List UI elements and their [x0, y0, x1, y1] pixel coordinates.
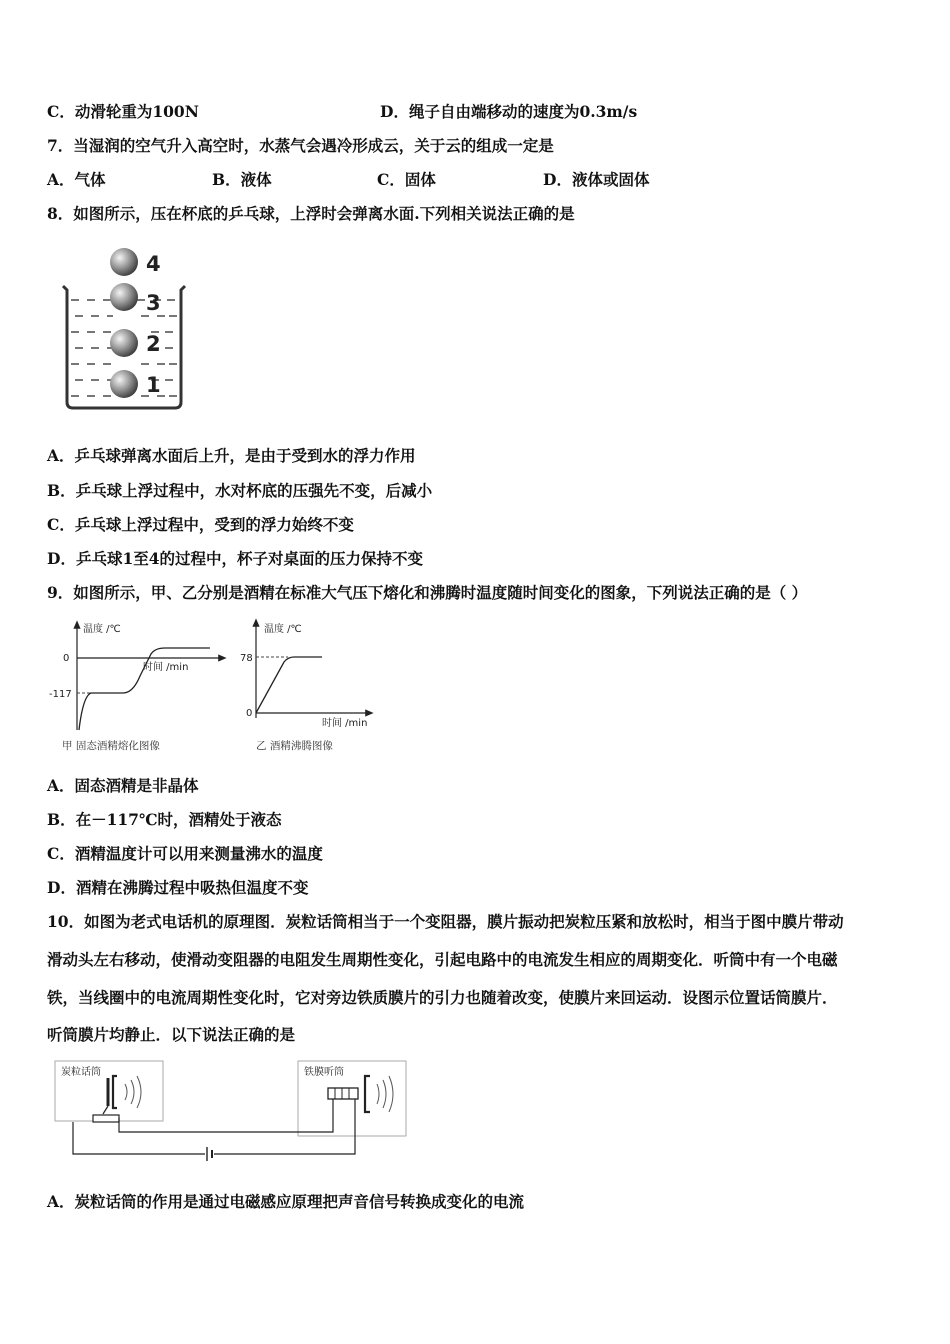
- melting-caption: 甲 固态酒精熔化图像: [62, 740, 160, 752]
- ball-label-3: 3: [146, 291, 161, 315]
- slider-arm: [103, 1106, 108, 1114]
- q9-option-d: D．酒精在沸腾过程中吸热但温度不变: [47, 878, 309, 897]
- ball-label-2: 2: [146, 332, 161, 356]
- q10-stem-line-4: 听筒膜片均静止．以下说法正确的是: [47, 1025, 296, 1044]
- receiver-label: 铁膜听筒: [304, 1067, 344, 1078]
- beaker-figure: [55, 242, 195, 417]
- iron-diaphragm: [365, 1076, 370, 1112]
- q7-option-a: A．气体: [47, 170, 106, 189]
- q7-option-c: C．固体: [377, 170, 436, 189]
- q8-stem: 8．如图所示，压在杯底的乒乓球，上浮时会弹离水面.下列相关说法正确的是: [47, 204, 575, 223]
- sound-wave-icon: [125, 1076, 141, 1108]
- ball-label-1: 1: [146, 373, 161, 397]
- boiling-graph: [238, 618, 378, 733]
- melting-tick-zero: 0: [63, 653, 70, 664]
- microphone-label: 炭粒话筒: [61, 1067, 101, 1078]
- melting-graph: [45, 618, 230, 733]
- q8-option-d: D．乒乓球1至4的过程中，杯子对桌面的压力保持不变: [47, 549, 424, 568]
- q9-option-c: C．酒精温度计可以用来测量沸水的温度: [47, 844, 323, 863]
- ball-1: [110, 370, 138, 398]
- q10-option-a: A．炭粒话筒的作用是通过电磁感应原理把声音信号转换成变化的电流: [47, 1192, 525, 1211]
- melting-tick-low: -117: [49, 689, 72, 700]
- q7-option-d: D．液体或固体: [543, 170, 650, 189]
- telephone-circuit-figure: [45, 1056, 415, 1171]
- melting-ylabel: 温度 /℃: [83, 624, 121, 635]
- ball-label-4: 4: [146, 252, 161, 276]
- q9-option-a: A．固态酒精是非晶体: [47, 776, 199, 795]
- q8-option-a: A．乒乓球弹离水面后上升，是由于受到水的浮力作用: [47, 446, 416, 465]
- q10-stem-line-1: 10．如图为老式电话机的原理图．炭粒话筒相当于一个变阻器，膜片振动把炭粒压紧和放松时，相当于图中膜片带动: [47, 912, 844, 931]
- boiling-ylabel: 温度 /℃: [264, 624, 302, 635]
- q8-option-b: B．乒乓球上浮过程中，水对杯底的压强先不变，后减小: [47, 481, 433, 500]
- q10-stem-line-2: 滑动头左右移动，使滑动变阻器的电阻发生周期性变化，引起电路中的电流发生相应的周期变化．听筒中有一个电磁: [47, 950, 838, 969]
- wire-right: [214, 1099, 355, 1154]
- wire-middle: [119, 1099, 333, 1132]
- ball-2: [110, 329, 138, 357]
- receiver-sound-wave-icon: [377, 1076, 393, 1112]
- boiling-tick-zero: 0: [246, 708, 253, 719]
- microphone-diaphragm: [113, 1076, 117, 1108]
- wire-left: [73, 1122, 205, 1154]
- boiling-caption: 乙 酒精沸腾图像: [256, 740, 333, 752]
- q9-stem: 9．如图所示，甲、乙分别是酒精在标准大气压下熔化和沸腾时温度随时间变化的图象，下列说法正确的是（ ）: [47, 583, 808, 602]
- boiling-tick-top: 78: [240, 653, 253, 664]
- boiling-curve: [256, 657, 322, 713]
- q6-option-c: C．动滑轮重为100N: [47, 102, 199, 121]
- melting-curve: [79, 648, 210, 730]
- ball-3: [110, 283, 138, 311]
- q10-stem-line-3: 铁，当线圈中的电流周期性变化时，它对旁边铁质膜片的引力也随着改变，使膜片来回运动．设图示位置话筒膜片．: [47, 988, 838, 1007]
- q6-option-d: D．绳子自由端移动的速度为0.3m/s: [380, 102, 638, 121]
- ball-4: [110, 248, 138, 276]
- q7-stem: 7．当湿润的空气升入高空时，水蒸气会遇冷形成云，关于云的组成一定是: [47, 136, 554, 155]
- rheostat: [93, 1115, 119, 1122]
- melting-xlabel: 时间 /min: [143, 662, 189, 673]
- boiling-xlabel: 时间 /min: [322, 718, 368, 729]
- q7-option-b: B．液体: [212, 170, 272, 189]
- q9-option-b: B．在－117℃时，酒精处于液态: [47, 810, 282, 829]
- electromagnet-coil: [328, 1088, 358, 1099]
- q8-option-c: C．乒乓球上浮过程中，受到的浮力始终不变: [47, 515, 354, 534]
